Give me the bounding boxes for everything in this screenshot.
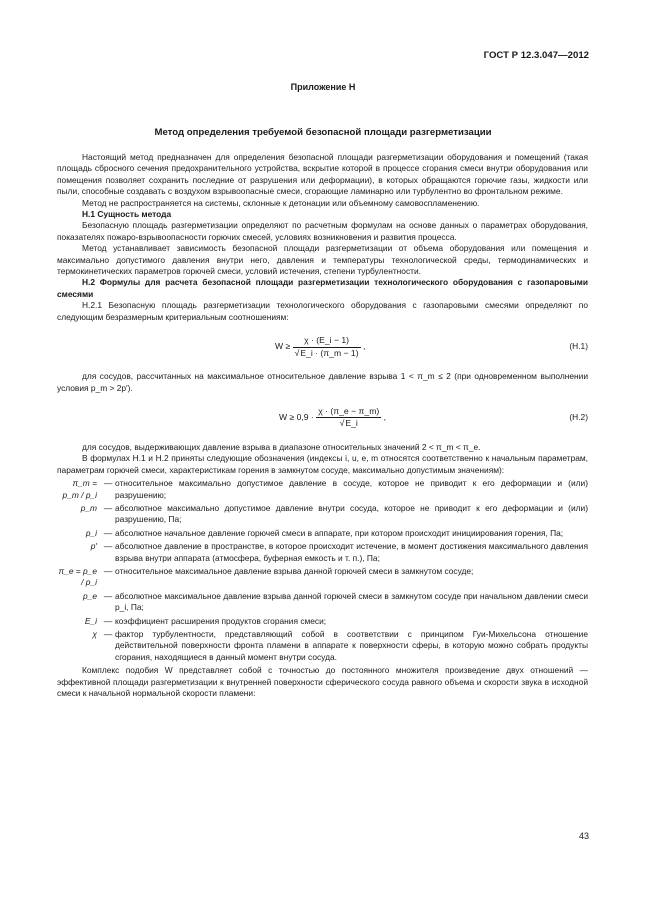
document-title: Метод определения требуемой безопасной площади разгерметизации bbox=[154, 127, 492, 138]
definition-text: абсолютное максимально допустимое давление внутри сосуда, которое не приводит к его деформации и (или) разрушению, Па; bbox=[115, 502, 588, 525]
definition-dash: — bbox=[103, 590, 113, 601]
definition-item bbox=[57, 591, 588, 614]
appendix-label: Приложение Н bbox=[290, 82, 356, 92]
formula-number: (Н.1) bbox=[569, 341, 588, 352]
page-number: 43 bbox=[578, 831, 589, 841]
definition-symbol: p_e bbox=[83, 590, 97, 601]
definition-text: относительное максимально допустимое давление в сосуде, которое не приводит к его деформации и (или) разрушению; bbox=[115, 478, 588, 500]
definition-symbol: p′ bbox=[90, 541, 97, 552]
definition-text: абсолютное давление в пространстве, в которое происходит истечение, в момент достижения максимального давления взрыва внутри аппарата (атмосфера, буферная емкость и т. п.), Па; bbox=[115, 541, 588, 563]
definition-dash: — bbox=[103, 541, 113, 552]
definition-dash: — bbox=[103, 629, 113, 639]
definition-symbol: p_i bbox=[85, 527, 97, 538]
formula-fraction bbox=[293, 335, 361, 359]
paragraph: Безопасную площадь разгерметизации определяют по расчетным формулам на основе данных о параметрах оборудования, показателях пожаро-взрывоопасности горючих смесей, условиях возникновения и развития процесса. bbox=[57, 220, 588, 242]
definition-dash: — bbox=[103, 615, 113, 626]
paragraph: Н.2.1 Безопасную площадь разгерметизации технологического оборудования с газопаровыми смесями определяют по следующим безразмерным критериальным соотношениям: bbox=[57, 300, 588, 322]
paragraph: В формулах Н.1 и Н.2 приняты следующие обозначения (индексы i, u, e, m относятся соответственно к начальным параметрам, параметрам горючей смеси, характеристикам горения в замкнутом сосуде, максимально допустимым значениям): bbox=[57, 453, 588, 475]
standard-code: ГОСТ Р 12.3.047—2012 bbox=[483, 50, 589, 61]
formula-numerator: χ · (π_e − π_m) bbox=[316, 406, 381, 418]
formula-h2 bbox=[57, 398, 588, 438]
definition-dash: — bbox=[103, 502, 113, 513]
definition-item bbox=[57, 541, 588, 564]
definition-item bbox=[57, 566, 588, 589]
definition-item bbox=[57, 528, 588, 539]
definition-dash: — bbox=[103, 527, 113, 538]
definition-item bbox=[57, 478, 588, 501]
formula-denominator: √E_i bbox=[339, 418, 358, 429]
formula-fraction bbox=[316, 406, 381, 430]
document-body bbox=[57, 152, 588, 699]
paragraph: Комплекс подобия W представляет собой с точностью до постоянного множителя произведение двух отношений — эффективной площади разгерметизации к внутренней поверхности сферического сосуда равного объема и скорости звука в исходной смеси к начальной нормальной скорости пламени: bbox=[57, 665, 588, 699]
formula-numerator: χ · (E_i − 1) bbox=[293, 335, 361, 347]
definition-symbol: π_m = p_m / p_i bbox=[62, 478, 97, 500]
formula-tail: , bbox=[362, 341, 366, 352]
definition-dash: — bbox=[103, 478, 113, 489]
paragraph: Метод устанавливает зависимость безопасной площади разгерметизации от объема оборудования или помещения и максимально допустимого давления внутри него, давления и температуры технологической среды, термодинамических и термокинетических параметров горючей смеси, условий истечения, степени турбулентности. bbox=[57, 243, 588, 277]
formula-number: (Н.2) bbox=[569, 411, 588, 422]
paragraph: Настоящий метод предназначен для определения безопасной площади разгерметизации оборудования и помещений (такая площадь сбросного сечения предохранительного устройства, вскрытие которой в процессе сгорания смеси внутри оборудования или помещения позволяет сохранить последние от разрушения или деформации), в которых обращаются горючие газы, жидкости или пыли, способные создавать с воздухом взрывоопасные смеси, сгорающие ламинарно или турбулентно во фронтальном режиме. bbox=[57, 152, 588, 197]
formula-radicand: E_i bbox=[345, 418, 358, 429]
definitions-list bbox=[57, 478, 588, 663]
definition-text: абсолютное начальное давление горючей смеси в аппарате, при котором происходит инициирования горения, Па; bbox=[115, 527, 564, 538]
definition-text: абсолютное максимальное давление взрыва данной горючей смеси в замкнутом сосуде при начальном давлении смеси p_i, Па; bbox=[115, 590, 588, 613]
definition-item bbox=[57, 616, 588, 627]
formula-tail: , bbox=[383, 412, 387, 423]
formula-lhs: W ≥ bbox=[275, 341, 291, 352]
section-heading: Н.1 Сущность метода bbox=[82, 209, 172, 220]
formula-h1 bbox=[57, 327, 588, 367]
formula-denominator: √E_i · (π_m − 1) bbox=[294, 347, 359, 358]
formula-radicand: E_i · (π_m − 1) bbox=[300, 347, 359, 358]
definition-text: относительное максимальное давление взрыва данной горючей смеси в замкнутом сосуде; bbox=[115, 565, 474, 576]
paragraph: для сосудов, выдерживающих давление взрыва в диапазоне относительных значений 2 < π_m < π_e. bbox=[82, 441, 481, 452]
definition-symbol: χ bbox=[92, 629, 97, 639]
section-heading: Н.2 Формулы для расчета безопасной площади разгерметизации технологического оборудования с газопаровыми смесями bbox=[57, 277, 588, 299]
paragraph: Метод не распространяется на системы, склонные к детонации или объемному самовоспламенению. bbox=[82, 197, 480, 208]
definition-item bbox=[57, 629, 588, 663]
definition-symbol: π_e = p_e / p_i bbox=[58, 565, 97, 588]
formula-lhs: W ≥ 0,9 · bbox=[279, 412, 314, 423]
definition-text: коэффициент расширения продуктов сгорания смеси; bbox=[115, 615, 327, 626]
definition-symbol: p_m bbox=[80, 502, 97, 513]
paragraph: для сосудов, рассчитанных на максимальное относительное давление взрыва 1 < π_m ≤ 2 (при одновременном выполнении условия p_m > 2p′). bbox=[57, 371, 588, 393]
definition-item bbox=[57, 503, 588, 526]
definition-dash: — bbox=[103, 565, 113, 576]
definition-symbol: E_i bbox=[84, 615, 97, 626]
definition-text: фактор турбулентности, представляющий собой в соответствии с принципом Гуи-Михельсона отношение действительной поверхности фронта пламени в аппарате к поверхности сферы, в которую можно собрать продукты сгорания, находящиеся в данный момент внутри сосуда. bbox=[115, 629, 588, 662]
